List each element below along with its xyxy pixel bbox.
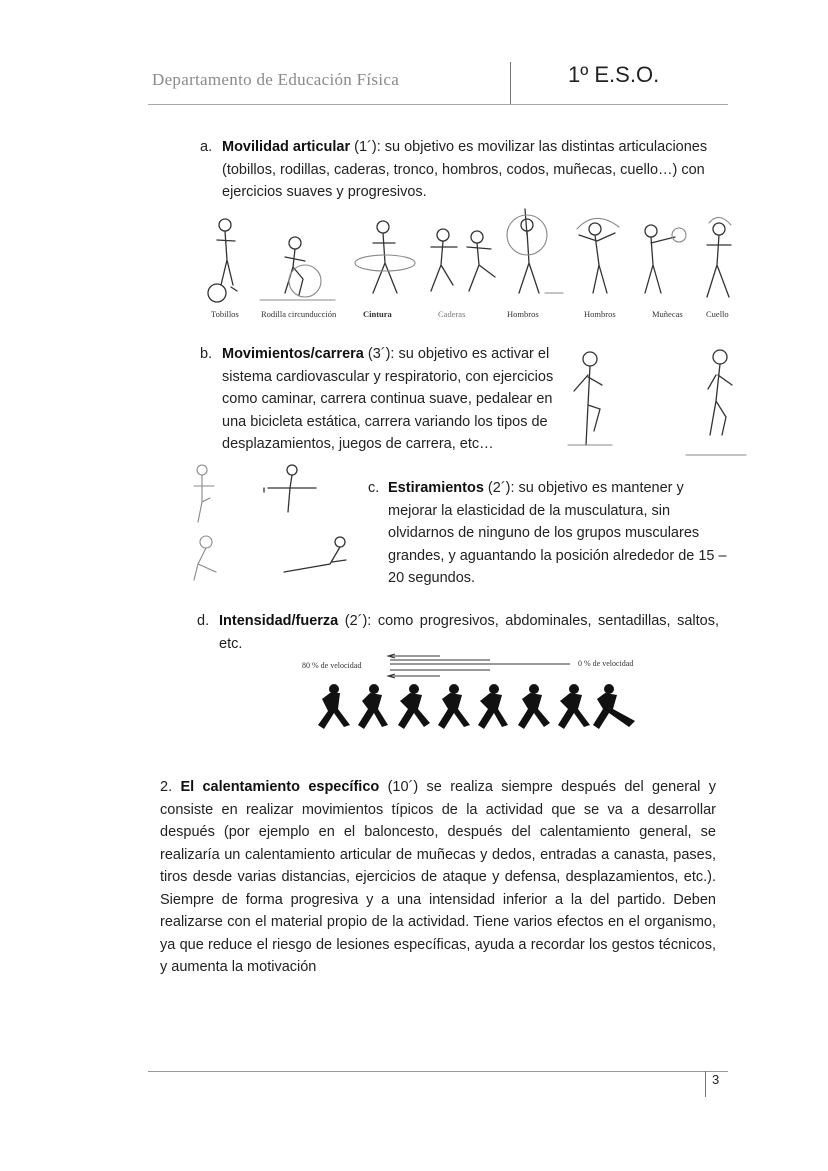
item-b-marker: b.	[200, 346, 213, 362]
joint-mobility-illustration	[195, 205, 745, 305]
item-d-text	[219, 610, 719, 655]
page-number: 3	[712, 1072, 720, 1087]
header-divider	[510, 62, 511, 104]
item-d-body: (2´): como progresivos, abdominales, sentadillas, saltos, etc.	[219, 613, 719, 652]
figure-neck	[707, 217, 731, 297]
speed-lines	[388, 654, 570, 678]
section-2-number: 2.	[160, 779, 173, 795]
item-a-marker: a.	[200, 139, 213, 155]
caption-neck: Cuello	[706, 309, 729, 319]
section-2-text	[160, 776, 716, 979]
figure-stretch-calf	[194, 536, 216, 580]
footer-rule	[148, 1071, 728, 1072]
footer-divider	[705, 1071, 706, 1097]
item-d-title: Intensidad/fuerza	[219, 613, 339, 629]
item-b-text	[222, 343, 562, 456]
header-rule	[148, 104, 728, 105]
figure-waist	[355, 221, 415, 293]
figure-stretch-hamstring	[264, 465, 316, 512]
item-c-marker: c.	[368, 480, 380, 496]
item-a-text	[222, 136, 722, 204]
caption-wrists: Muñecas	[652, 309, 683, 319]
caption-hips: Caderas	[438, 309, 466, 319]
section-2-title: El calentamiento específico	[180, 779, 380, 795]
speed-label-80: 80 % de velocidad	[302, 661, 362, 670]
figure-knee-circles	[260, 237, 335, 300]
figure-hips	[431, 229, 495, 291]
grade-label: 1º E.S.O.	[568, 62, 660, 87]
figure-runner-knee-lift	[568, 352, 612, 445]
section-2-body: (10´) se realiza siempre después del general y consiste en realizar movimientos típicos de la actividad que se va a desarrollar después (por ejemplo en el baloncesto, después del calentamiento general, se realizaría un calentamiento articular de muñecas y dedos, entradas a canasta, pases, tiros desde varias distancias, ejercicios de ataque y defensa, desplazamientos, etc.). Siempre de forma progresiva y a una intensidad inferior a la del partido. Deben realizarse con el material propio de la actividad. Tiene varios efectos en el organismo, ya que reduce el riesgo de lesiones específicas, ayuda a recordar los gestos técnicos, y aumenta la motivación	[160, 779, 716, 975]
caption-waist: Cintura	[363, 309, 392, 319]
figure-ankles	[208, 219, 237, 302]
caption-shoulders-1: Hombros	[507, 309, 539, 319]
figure-shoulders-1	[507, 209, 563, 293]
figure-wrists	[645, 225, 686, 293]
speed-label-0: 0 % de velocidad	[578, 659, 634, 668]
item-d-marker: d.	[197, 613, 210, 629]
item-c-body: (2´): su objetivo es mantener y mejorar la elasticidad de la musculatura, sin olvidarnos de ninguno de los grupos musculares grandes, y aguantando la posición alrededor de 15 – 20 segundos.	[388, 480, 727, 586]
sprint-progression-illustration	[300, 650, 660, 750]
figure-runner-heels	[686, 350, 746, 455]
item-c-title: Estiramientos	[388, 480, 484, 496]
figure-shoulders-2	[577, 218, 619, 293]
item-b-title: Movimientos/carrera	[222, 346, 364, 362]
stretching-illustration	[180, 462, 360, 587]
item-b-body: (3´): su objetivo es activar el sistema cardiovascular y respiratorio, con ejercicios como caminar, carrera continua suave, pedalear en una bicicleta estática, carrera variando los tipos de desplazamientos, juegos de carrera, etc…	[222, 346, 554, 452]
department-title: Departamento de Educación Física	[152, 70, 400, 89]
caption-knee: Rodilla circunducción	[261, 309, 337, 319]
item-a-body: (1´): su objetivo es movilizar las distintas articulaciones (tobillos, rodillas, caderas, tronco, hombros, codos, muñecas, cuello…) con ejercicios suaves y progresivos.	[222, 139, 708, 200]
figure-stretch-quad	[194, 465, 214, 522]
figure-stretch-abdominal	[284, 537, 346, 572]
item-a-title: Movilidad articular	[222, 139, 351, 155]
caption-ankles: Tobillos	[211, 309, 239, 319]
runner-silhouettes	[318, 684, 635, 729]
running-illustration	[560, 345, 750, 465]
item-c-text	[388, 477, 728, 590]
caption-shoulders-2: Hombros	[584, 309, 616, 319]
